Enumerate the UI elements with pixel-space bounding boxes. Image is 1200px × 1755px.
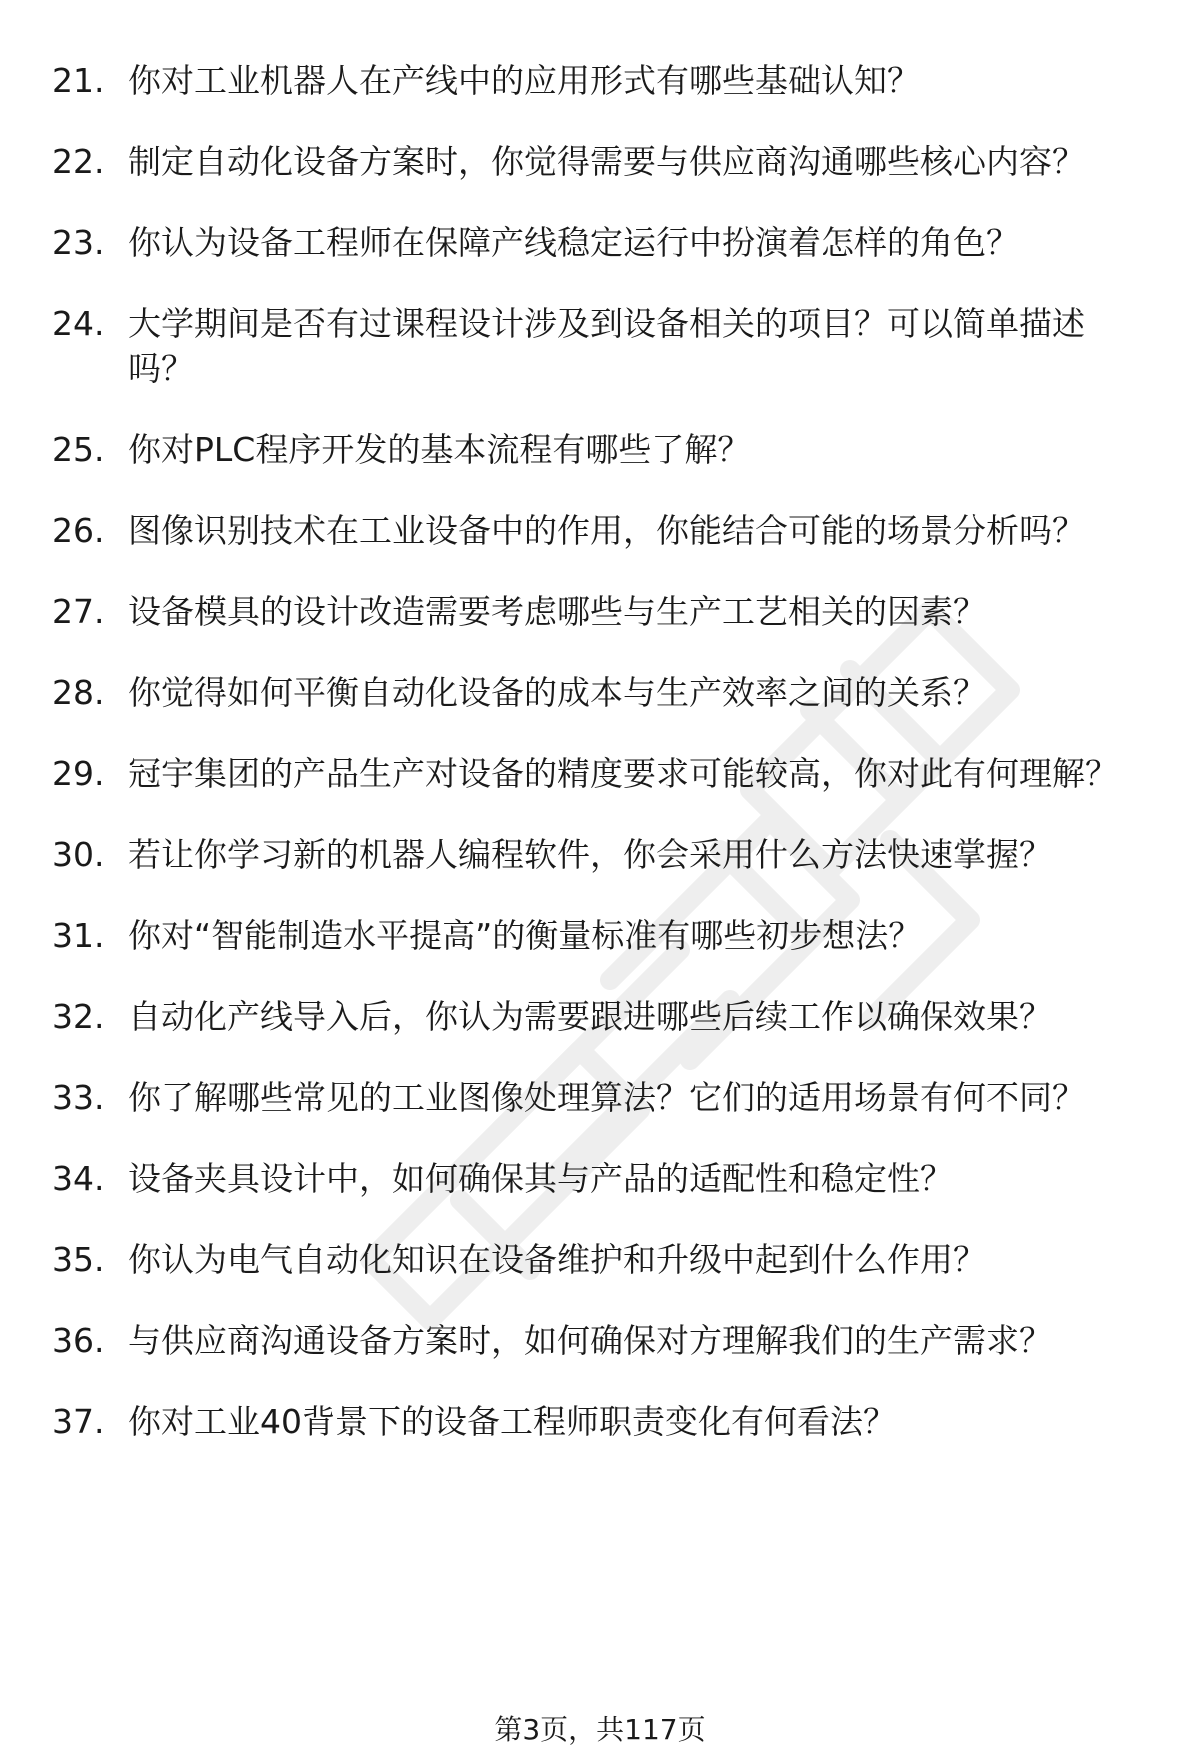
question-item	[0, 139, 1200, 184]
question-item	[0, 994, 1200, 1039]
question-text: 你了解哪些常见的工业图像处理算法？它们的适用场景有何不同？	[128, 1078, 1085, 1117]
question-item	[0, 427, 1200, 472]
page-footer: 第3页，共117页	[494, 1713, 706, 1746]
question-number: 37.	[52, 1402, 105, 1441]
question-number: 28.	[52, 673, 105, 712]
question-number: 36.	[52, 1321, 105, 1360]
question-text: 设备夹具设计中，如何确保其与产品的适配性和稳定性？	[128, 1159, 953, 1198]
question-text: 你认为设备工程师在保障产线稳定运行中扮演着怎样的角色？	[128, 223, 1019, 262]
question-text: 你对工业40背景下的设备工程师职责变化有何看法？	[128, 1402, 896, 1441]
question-item	[0, 1399, 1200, 1444]
question-number: 33.	[52, 1078, 105, 1117]
question-item	[0, 58, 1200, 103]
question-number: 30.	[52, 835, 105, 874]
question-text: 你对“智能制造水平提高”的衡量标准有哪些初步想法？	[128, 916, 922, 955]
question-item	[0, 589, 1200, 634]
question-number: 31.	[52, 916, 105, 955]
question-text: 你觉得如何平衡自动化设备的成本与生产效率之间的关系？	[128, 673, 986, 712]
question-item	[0, 1075, 1200, 1120]
question-number: 27.	[52, 592, 105, 631]
question-number: 26.	[52, 511, 105, 550]
question-text: 冠宇集团的产品生产对设备的精度要求可能较高，你对此有何理解？	[128, 754, 1118, 793]
question-number: 34.	[52, 1159, 105, 1198]
question-text: 制定自动化设备方案时，你觉得需要与供应商沟通哪些核心内容？	[128, 142, 1085, 181]
question-text: 设备模具的设计改造需要考虑哪些与生产工艺相关的因素？	[128, 592, 986, 631]
question-text: 你对PLC程序开发的基本流程有哪些了解？	[128, 430, 751, 469]
question-number: 35.	[52, 1240, 105, 1279]
question-list	[0, 58, 1200, 1480]
question-item	[0, 670, 1200, 715]
question-item	[0, 1156, 1200, 1201]
question-number: 23.	[52, 223, 105, 262]
question-item	[0, 832, 1200, 877]
question-item	[0, 751, 1200, 796]
question-number: 29.	[52, 754, 105, 793]
question-item	[0, 913, 1200, 958]
question-number: 32.	[52, 997, 105, 1036]
question-text: 自动化产线导入后，你认为需要跟进哪些后续工作以确保效果？	[128, 997, 1052, 1036]
question-item	[0, 301, 1200, 391]
question-item	[0, 220, 1200, 265]
question-number: 22.	[52, 142, 105, 181]
question-number: 25.	[52, 430, 105, 469]
question-text: 你认为电气自动化知识在设备维护和升级中起到什么作用？	[128, 1240, 986, 1279]
question-text: 若让你学习新的机器人编程软件，你会采用什么方法快速掌握？	[128, 835, 1052, 874]
question-text: 你对工业机器人在产线中的应用形式有哪些基础认知？	[128, 61, 920, 100]
question-item	[0, 1237, 1200, 1282]
question-number: 24.	[52, 304, 105, 343]
question-number: 21.	[52, 61, 105, 100]
question-item	[0, 508, 1200, 553]
question-item	[0, 1318, 1200, 1363]
question-text: 大学期间是否有过课程设计涉及到设备相关的项目？可以简单描述吗？	[128, 304, 1085, 388]
question-text: 与供应商沟通设备方案时，如何确保对方理解我们的生产需求？	[128, 1321, 1052, 1360]
question-text: 图像识别技术在工业设备中的作用，你能结合可能的场景分析吗？	[128, 511, 1085, 550]
